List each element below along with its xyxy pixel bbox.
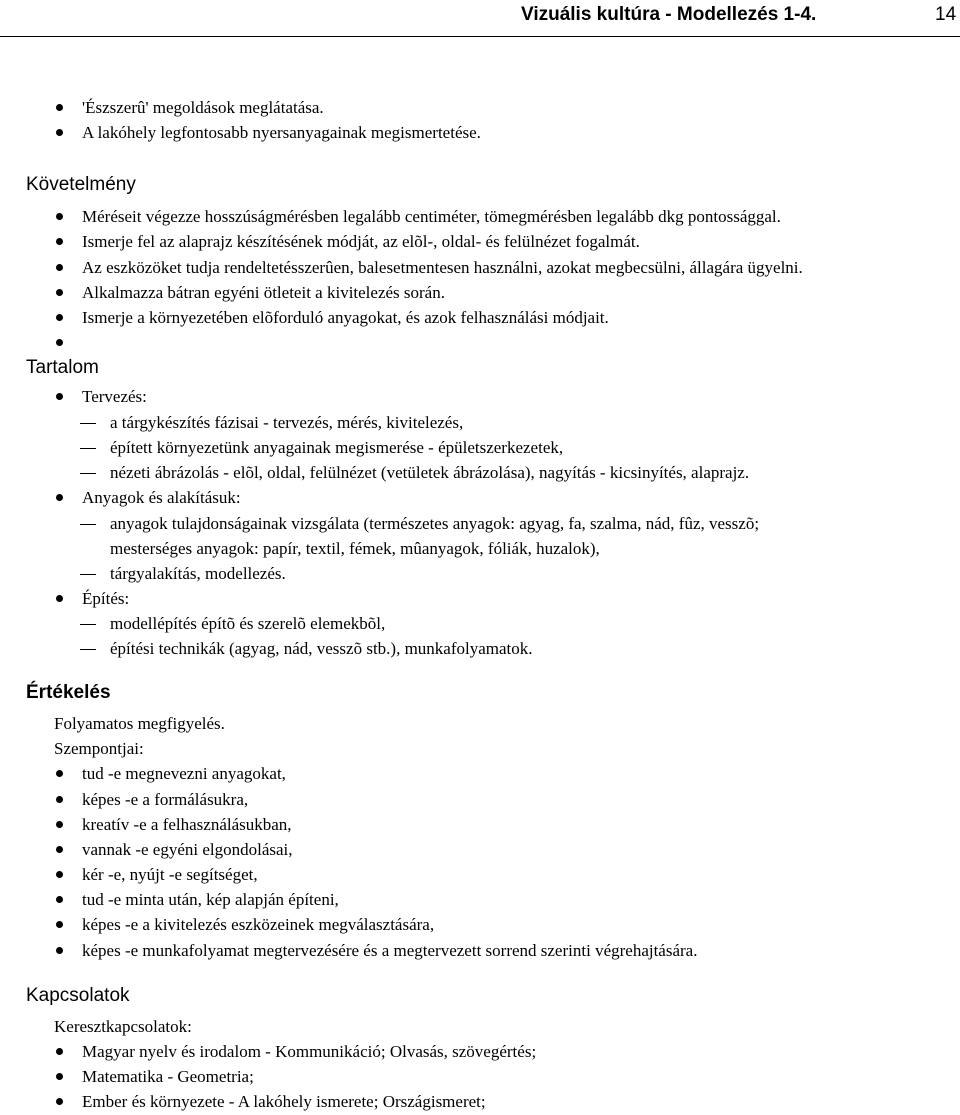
list-item: vannak -e egyéni elgondolásai, xyxy=(82,838,293,862)
list-item: tud -e megnevezni anyagokat, xyxy=(82,762,286,786)
list-item: Magyar nyelv és irodalom - Kommunikáció; Olvasás, szövegértés; xyxy=(82,1040,536,1064)
list-item: Méréseit végezze hosszúságmérésben legalább centiméter, tömegmérésben legalább dkg pontossággal. xyxy=(82,205,781,229)
sub-item: modellépítés építõ és szerelõ elemekbõl, xyxy=(110,612,385,636)
sub-item: tárgyalakítás, modellezés. xyxy=(110,562,286,586)
sub-item: anyagok tulajdonságainak vizsgálata (természetes anyagok: agyag, fa, szalma, nád, fûz, vesszõ; xyxy=(110,512,759,536)
list-item: Ember és környezete - A lakóhely ismerete; Országismeret; xyxy=(82,1090,486,1114)
page-header xyxy=(0,0,960,40)
list-item: képes -e munkafolyamat megtervezésére és a megtervezett sorrend szerinti végrehajtására. xyxy=(82,939,697,963)
list-item: kér -e, nyújt -e segítséget, xyxy=(82,863,258,887)
list-item: 'Észszerû' megoldások meglátatása. xyxy=(82,96,324,120)
header-rule xyxy=(0,36,960,37)
list-item: kreatív -e a felhasználásukban, xyxy=(82,813,292,837)
paragraph: Szempontjai: xyxy=(54,739,144,758)
list-item: Ismerje fel az alaprajz készítésének módját, az elõl-, oldal- és felülnézet fogalmát. xyxy=(82,230,640,254)
sub-item: épített környezetünk anyagainak megismerése - épületszerkezetek, xyxy=(110,436,563,460)
section-heading-ertekeles: Értékelés xyxy=(26,682,111,703)
section-heading-kapcsolatok: Kapcsolatok xyxy=(26,985,130,1006)
paragraph: Folyamatos megfigyelés. xyxy=(54,714,225,733)
section-heading-tartalom: Tartalom xyxy=(26,357,99,378)
sub-item: nézeti ábrázolás - elõl, oldal, felülnézet (vetületek ábrázolása), nagyítás - kicsinyítés, alaprajz. xyxy=(110,461,749,485)
sub-item: építési technikák (agyag, nád, vesszõ stb.), munkafolyamatok. xyxy=(110,637,533,661)
list-item: Matematika - Geometria; xyxy=(82,1065,254,1089)
section-heading-kovetelmeny: Követelmény xyxy=(26,174,136,195)
paragraph: Keresztkapcsolatok: xyxy=(54,1017,192,1036)
list-item: tud -e minta után, kép alapján építeni, xyxy=(82,888,339,912)
list-item: Alkalmazza bátran egyéni ötleteit a kivitelezés során. xyxy=(82,281,445,305)
page-number: 14 xyxy=(935,4,957,25)
list-item: Az eszközöket tudja rendeltetésszerûen, balesetmentesen használni, azokat megbecsülni, állagára ügyelni. xyxy=(82,256,803,280)
list-item-anyagok: Anyagok és alakításuk: xyxy=(82,486,241,510)
list-item-tervezes: Tervezés: xyxy=(82,385,147,409)
list-item: képes -e a formálásukra, xyxy=(82,788,248,812)
running-title: Vizuális kultúra - Modellezés 1-4. xyxy=(521,4,817,25)
list-item: Ismerje a környezetében elõforduló anyagokat, és azok felhasználási módjait. xyxy=(82,306,609,330)
list-item-epites: Építés: xyxy=(82,587,129,611)
list-item: A lakóhely legfontosabb nyersanyagainak megismertetése. xyxy=(82,121,481,145)
sub-item: a tárgykészítés fázisai - tervezés, mérés, kivitelezés, xyxy=(110,411,463,435)
sub-item-continuation: mesterséges anyagok: papír, textil, fémek, mûanyagok, fóliák, huzalok), xyxy=(110,539,600,558)
list-item: képes -e a kivitelezés eszközeinek megválasztására, xyxy=(82,913,434,937)
